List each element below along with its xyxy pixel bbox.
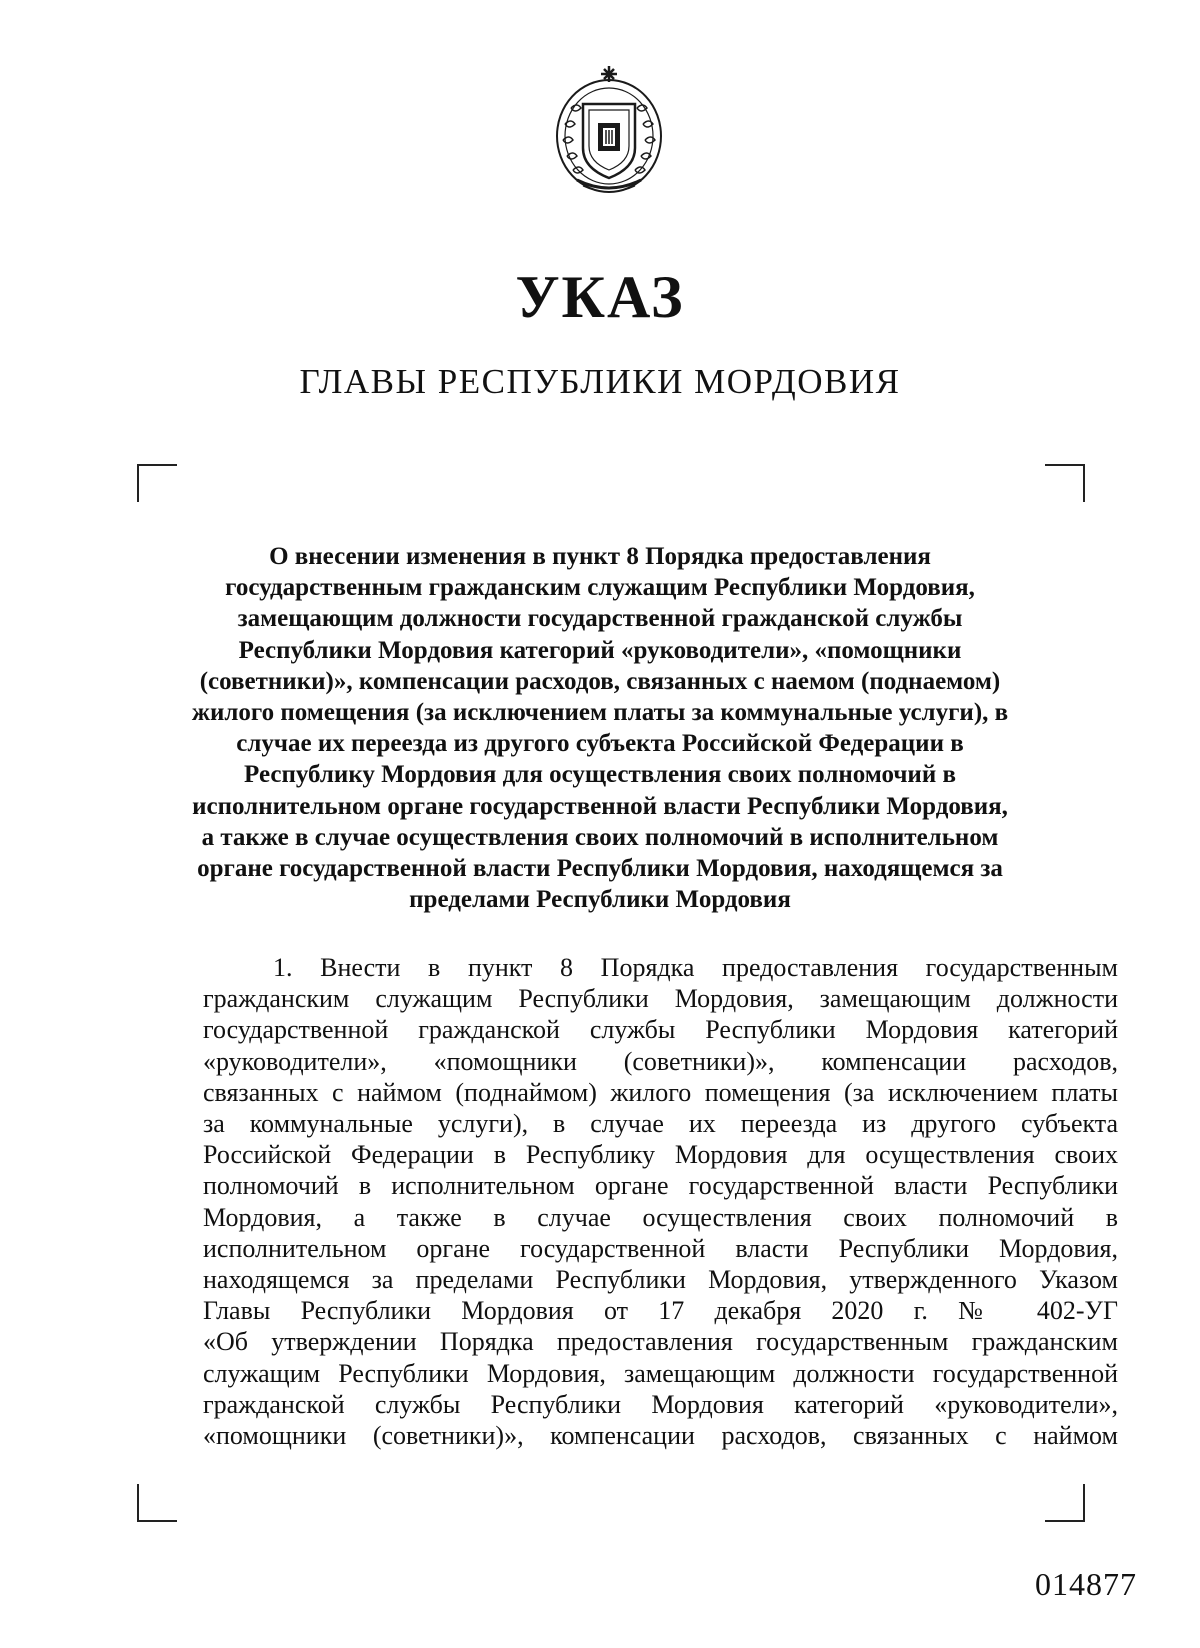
heading-line: исполнительном органе государственной власти Республики Мордовия, [192, 792, 1008, 820]
body-line: государственной гражданской службы Республики Мордовия категорий [203, 1015, 1118, 1045]
body-line: за коммунальные услуги), в случае их переезда из другого субъекта [203, 1109, 1118, 1139]
body-line: находящемся за пределами Республики Мордовия, утвержденного Указом [203, 1265, 1118, 1295]
body-line: 1. Внести в пункт 8 Порядка предоставления государственным [273, 953, 1118, 982]
body-line: гражданской службы Республики Мордовия категорий «руководители», [203, 1389, 1118, 1419]
coat-of-arms-emblem [553, 64, 665, 198]
document-subtitle: ГЛАВЫ РЕСПУБЛИКИ МОРДОВИЯ [299, 362, 901, 401]
heading-line: Республику Мордовия для осуществления своих полномочий в [244, 761, 956, 789]
decree-heading [180, 541, 1020, 915]
heading-line: пределами Республики Мордовия [409, 886, 791, 914]
body-line: «Об утверждении Порядка предоставления государственным гражданским [203, 1327, 1118, 1357]
heading-line: случае их переезда из другого субъекта Российской Федерации в [236, 730, 964, 758]
body-line: полномочий в исполнительном органе государственной власти Республики [203, 1171, 1118, 1201]
body-line: «помощники (советники)», компенсации расходов, связанных с наймом [203, 1421, 1118, 1451]
heading-line: государственным гражданским служащим Республики Мордовия, [225, 574, 975, 602]
heading-line: органе государственной власти Республики Мордовия, находящемся за [197, 855, 1003, 883]
body-line: Российской Федерации в Республику Мордовия для осуществления своих [203, 1140, 1118, 1170]
body-line: Мордовия, а также в случае осуществления своих полномочий в [203, 1202, 1118, 1232]
body-line: Главы Республики Мордовия от 17 декабря 2020 г. № 402-УГ [203, 1296, 1118, 1326]
corner-mark-bottom-left [137, 1484, 177, 1522]
body-line: связанных с наймом (поднаймом) жилого помещения (за исключением платы [203, 1077, 1118, 1107]
heading-line: жилого помещения (за исключением платы за коммунальные услуги), в [191, 699, 1009, 727]
document-serial-number: 014877 [1035, 1566, 1137, 1602]
document-title: УКАЗ [515, 264, 685, 330]
corner-mark-bottom-right [1045, 1484, 1085, 1522]
decree-body-paragraph [203, 952, 1118, 1451]
heading-line: замещающим должности государственной гражданской службы [237, 605, 963, 633]
corner-mark-top-left [137, 464, 177, 502]
body-line: «руководители», «помощники (советники)», компенсации расходов, [203, 1046, 1118, 1076]
corner-mark-top-right [1045, 464, 1085, 502]
heading-line: Республики Мордовия категорий «руководители», «помощники [238, 636, 962, 664]
body-line: служащим Республики Мордовия, замещающим должности государственной [203, 1358, 1118, 1388]
body-line: гражданским служащим Республики Мордовия, замещающим должности [203, 984, 1118, 1014]
heading-line: О внесении изменения в пункт 8 Порядка предоставления [269, 543, 931, 570]
heading-line: а также в случае осуществления своих полномочий в исполнительном [201, 823, 999, 851]
heading-line: (советники)», компенсации расходов, связанных с наемом (поднаемом) [199, 667, 1001, 695]
body-line: исполнительном органе государственной власти Республики Мордовия, [203, 1233, 1118, 1263]
